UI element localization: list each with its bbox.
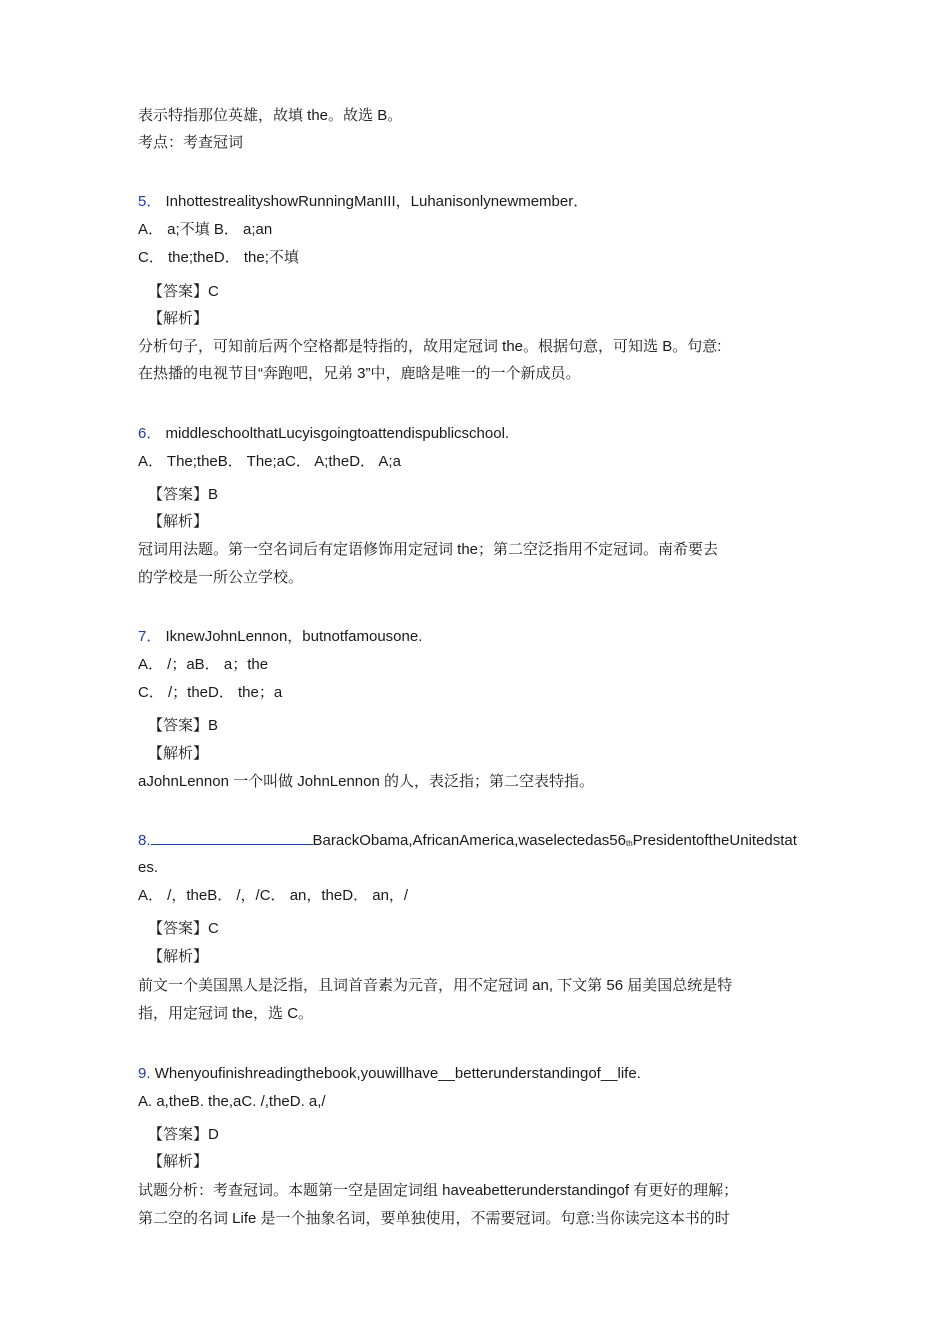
question-5-options-1: A． a;不填 B． a;an: [138, 221, 273, 238]
question-7-options-2: C． /；theD． the；a: [138, 684, 283, 701]
question-5-explanation-2: 在热播的电视节目“奔跑吧，兄弟 3”中，鹿晗是唯一的一个新成员。: [138, 365, 581, 382]
question-8-options-1: A． /，theB． /，/C． an，theD． an，/: [138, 887, 409, 904]
ordinal-suffix: th: [626, 839, 633, 848]
question-7-explanation-1: aJohnLennon 一个叫做 JohnLennon 的人，表泛指；第二空表特指。: [138, 773, 595, 790]
question-7-stem: [138, 627, 422, 647]
question-5-stem: [138, 192, 588, 212]
question-6-answer: 【答案】B: [148, 486, 219, 503]
question-9-options-1: A. a,theB. the,aC. /,theD. a,/: [138, 1093, 326, 1110]
intro-line-2: 考点：考查冠词: [138, 134, 244, 151]
intro-line-1: 表示特指那位英雄，故填 the。故选 B。: [138, 107, 403, 124]
question-9-answer: 【答案】D: [148, 1126, 219, 1143]
question-7-text: IknewJohnLennon，butnotfamousone.: [165, 628, 423, 645]
question-6-stem: [138, 424, 509, 444]
question-8-explanation-2: 指，用定冠词 the，选 C。: [138, 1005, 314, 1022]
question-9-number: 9.: [138, 1065, 151, 1082]
question-8-explanation-1: 前文一个美国黑人是泛指，且词首音素为元音，用不定冠词 an, 下文第 56 届美国总统是特: [138, 977, 733, 994]
question-8-text-b: PresidentoftheUnitedstat: [632, 832, 797, 849]
question-8-number: 8.: [138, 832, 151, 849]
question-6-text: middleschoolthatLucyisgoingtoattendispublicschool.: [165, 425, 510, 442]
question-9-text: Whenyoufinishreadingthebook,youwillhave__betterunderstandingof__life.: [154, 1065, 641, 1082]
question-7-number: 7．: [138, 628, 162, 645]
question-8-text-a: BarackObama,AfricanAmerica,waselectedas56: [312, 832, 626, 849]
question-5-text: InhottestrealityshowRunningManIII，Luhanisonlynewmember．: [165, 193, 589, 210]
question-9-analysis-label: 【解析】: [148, 1153, 209, 1170]
question-7-analysis-label: 【解析】: [148, 745, 209, 762]
question-6-explanation-1: 冠词用法题。第一空名词后有定语修饰用定冠词 the；第二空泛指用不定冠词。南希要去: [138, 541, 719, 558]
question-6-options-1: A． The;theB． The;aC． A;theD． A;a: [138, 453, 401, 470]
answer-blank: [151, 830, 313, 845]
question-9-explanation-1: 试题分析：考查冠词。本题第一空是固定词组 haveabetterunderstandingof 有更好的理解；: [138, 1182, 739, 1199]
question-9-explanation-2: 第二空的名词 Life 是一个抽象名词，要单独使用，不需要冠词。句意:当你读完这本书的时: [138, 1210, 730, 1227]
question-8-stem-continued: es.: [138, 859, 159, 876]
question-7-options-1: A． /；aB． a；the: [138, 656, 269, 673]
question-6-explanation-2: 的学校是一所公立学校。: [138, 569, 304, 586]
question-5-number: 5．: [138, 193, 162, 210]
question-8-analysis-label: 【解析】: [148, 948, 209, 965]
question-6-analysis-label: 【解析】: [148, 513, 209, 530]
question-5-explanation-1: 分析句子，可知前后两个空格都是特指的，故用定冠词 the。根据句意，可知选 B。句意:: [138, 338, 722, 355]
question-8-stem: [138, 830, 797, 854]
question-9-stem: [138, 1064, 641, 1084]
question-5-answer: 【答案】C: [148, 283, 219, 300]
question-5-options-2: C． the;theD． the;不填: [138, 249, 299, 266]
question-8-answer: 【答案】C: [148, 920, 219, 937]
question-5-analysis-label: 【解析】: [148, 310, 209, 327]
question-7-answer: 【答案】B: [148, 717, 219, 734]
question-6-number: 6．: [138, 425, 162, 442]
